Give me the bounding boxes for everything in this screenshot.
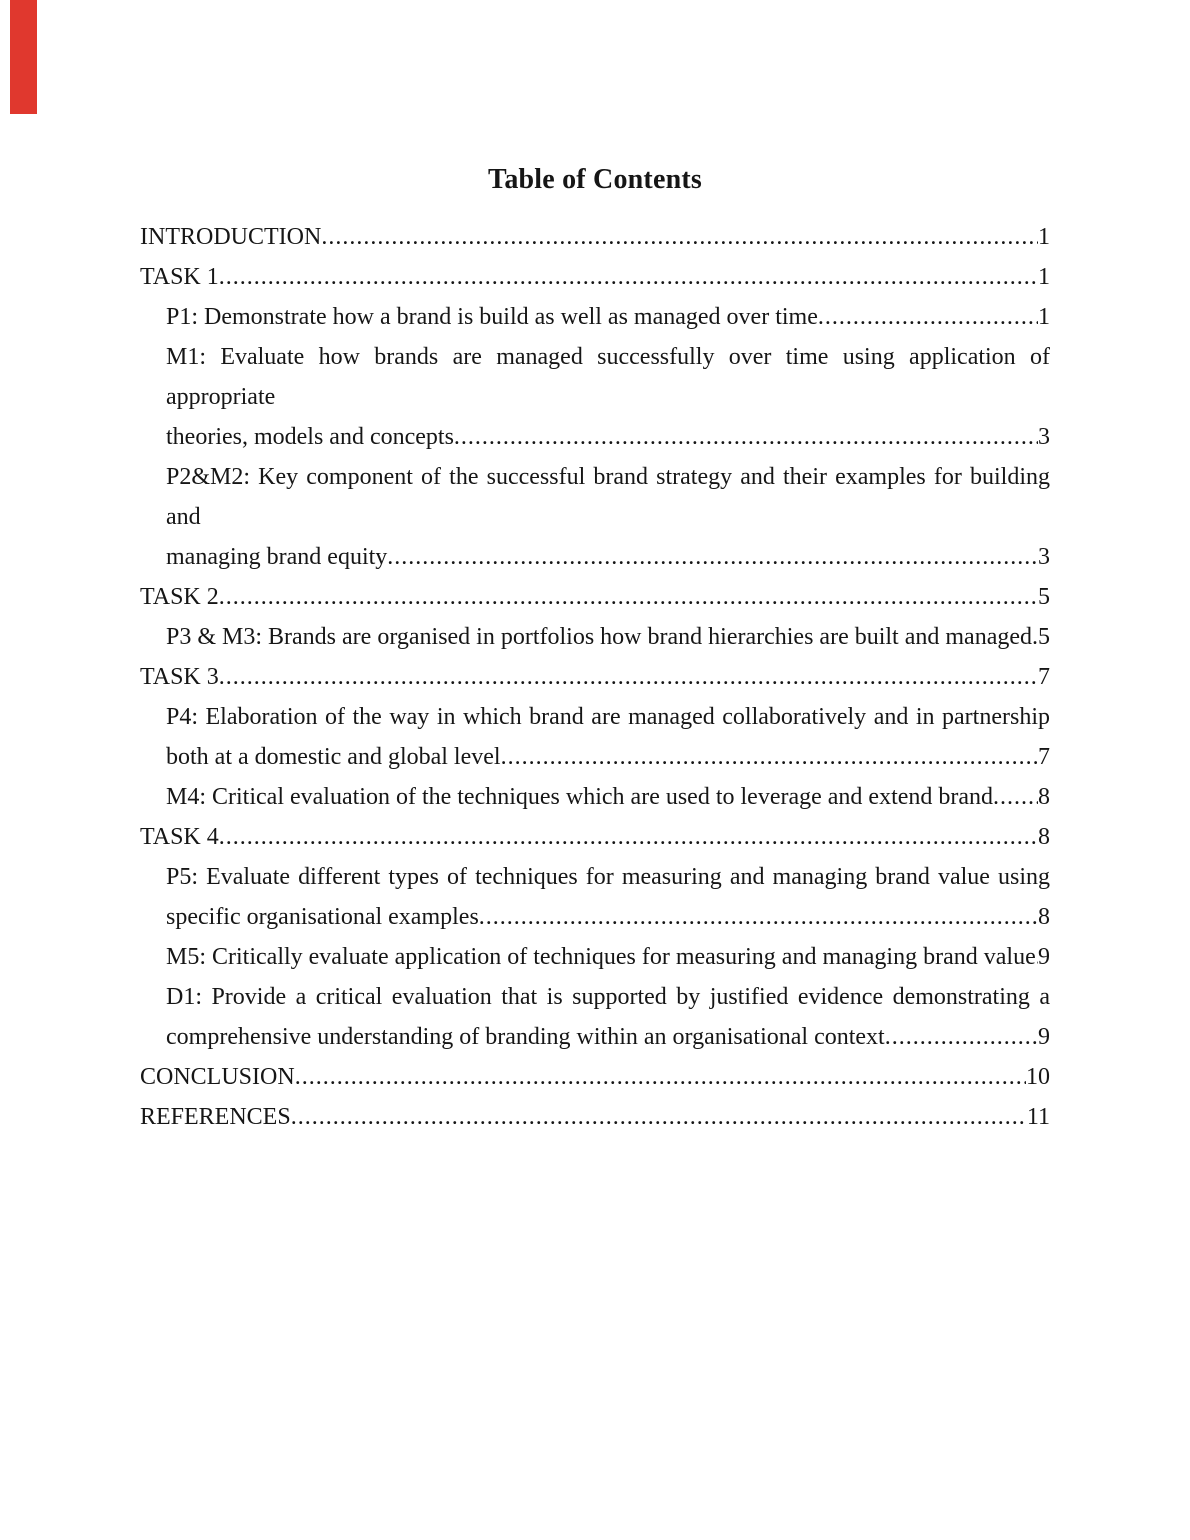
toc-entry: [140, 297, 1050, 337]
page-number: 1: [1038, 224, 1050, 250]
toc-entry-label: TASK 4: [140, 824, 219, 850]
toc-entry-line: [166, 417, 1050, 457]
toc-entry-line: [140, 817, 1050, 857]
page-number: 5: [1038, 624, 1050, 650]
toc-entry-line: [140, 257, 1050, 297]
toc-entry-label: P1: Demonstrate how a brand is build as well as managed over time: [166, 304, 818, 330]
toc-entry: [140, 1097, 1050, 1137]
toc-entry-label: REFERENCES: [140, 1104, 291, 1130]
table-of-contents: [140, 217, 1050, 1137]
toc-entry-text: D1: Provide a critical evaluation that is supported by justified evidence demonstrating a: [166, 984, 1050, 1010]
dot-leader: [219, 257, 1038, 297]
toc-entry-line: [140, 1097, 1050, 1137]
page-number: 1: [1038, 264, 1050, 290]
toc-entry: [140, 577, 1050, 617]
dot-leader: [387, 537, 1038, 577]
page-number: 3: [1038, 544, 1050, 570]
page-number: 11: [1026, 1104, 1050, 1130]
toc-entry-text: P5: Evaluate different types of techniques for measuring and managing brand value using: [166, 864, 1050, 890]
toc-entry-text: P4: Elaboration of the way in which brand are managed collaboratively and in partnership: [166, 704, 1050, 730]
toc-entry-label: CONCLUSION: [140, 1064, 295, 1090]
toc-entry-label: M4: Critical evaluation of the techniques which are used to leverage and extend brand: [166, 784, 994, 810]
dot-leader: [219, 577, 1038, 617]
toc-entry-label: P3 & M3: Brands are organised in portfolios how brand hierarchies are built and managed: [166, 624, 1033, 650]
bookmark-ribbon-icon: [10, 0, 37, 114]
toc-entry-line: [166, 1017, 1050, 1057]
toc-entry-line: [166, 937, 1050, 977]
toc-entry-line: [166, 297, 1050, 337]
toc-entry-line: [166, 617, 1050, 657]
dot-leader: [219, 817, 1038, 857]
toc-entry: [140, 657, 1050, 697]
toc-entry: [140, 337, 1050, 457]
toc-entry-line: [140, 217, 1050, 257]
toc-entry: [140, 817, 1050, 857]
toc-entry-line: [166, 737, 1050, 777]
page-number: 8: [1038, 904, 1050, 930]
toc-entry-label: theories, models and concepts: [166, 424, 454, 450]
dot-leader: [818, 297, 1038, 337]
toc-entry: [140, 697, 1050, 777]
page-number: 9: [1038, 1024, 1050, 1050]
toc-entry-line: [166, 897, 1050, 937]
toc-entry-text: P2&M2: Key component of the successful brand strategy and their examples for building and: [166, 464, 1050, 530]
page-number: 8: [1038, 784, 1050, 810]
dot-leader: [219, 657, 1038, 697]
toc-entry: [140, 857, 1050, 937]
toc-entry: [140, 1057, 1050, 1097]
page-number: 8: [1038, 824, 1050, 850]
toc-entry-label: both at a domestic and global level: [166, 744, 501, 770]
toc-entry-label: TASK 2: [140, 584, 219, 610]
toc-entry-line: [140, 657, 1050, 697]
dot-leader: [295, 1057, 1026, 1097]
toc-entry-label: TASK 1: [140, 264, 219, 290]
toc-entry: [140, 217, 1050, 257]
toc-entry-line: [166, 777, 1050, 817]
toc-entry: [140, 977, 1050, 1057]
dot-leader: [454, 417, 1038, 457]
dot-leader: [321, 217, 1038, 257]
page-number: 3: [1038, 424, 1050, 450]
toc-entry: [140, 937, 1050, 977]
toc-entry: [140, 257, 1050, 297]
dot-leader: [479, 897, 1038, 937]
page-number: 7: [1038, 664, 1050, 690]
toc-entry-label: specific organisational examples: [166, 904, 479, 930]
toc-entry-line: [140, 1057, 1050, 1097]
page-number: 5: [1038, 584, 1050, 610]
page-number: 9: [1038, 944, 1050, 970]
toc-entry: [140, 777, 1050, 817]
toc-entry-label: TASK 3: [140, 664, 219, 690]
toc-entry: [140, 457, 1050, 577]
toc-entry-text: M1: Evaluate how brands are managed successfully over time using application of appropriate: [166, 344, 1050, 410]
toc-entry-label: comprehensive understanding of branding within an organisational context: [166, 1024, 885, 1050]
dot-leader: [885, 1017, 1038, 1057]
dot-leader: [291, 1097, 1027, 1137]
toc-entry-label: managing brand equity: [166, 544, 388, 570]
page-number: 1: [1038, 304, 1050, 330]
toc-entry-label: INTRODUCTION: [140, 224, 322, 250]
page-title: Table of Contents: [488, 164, 702, 195]
toc-entry-label: M5: Critically evaluate application of techniques for measuring and managing brand value: [166, 944, 1036, 970]
dot-leader: [501, 737, 1038, 777]
page-number: 7: [1038, 744, 1050, 770]
toc-entry: [140, 617, 1050, 657]
toc-entry-line: [166, 537, 1050, 577]
dot-leader: [993, 777, 1038, 817]
page-number: 10: [1026, 1064, 1050, 1090]
toc-entry-line: [140, 577, 1050, 617]
